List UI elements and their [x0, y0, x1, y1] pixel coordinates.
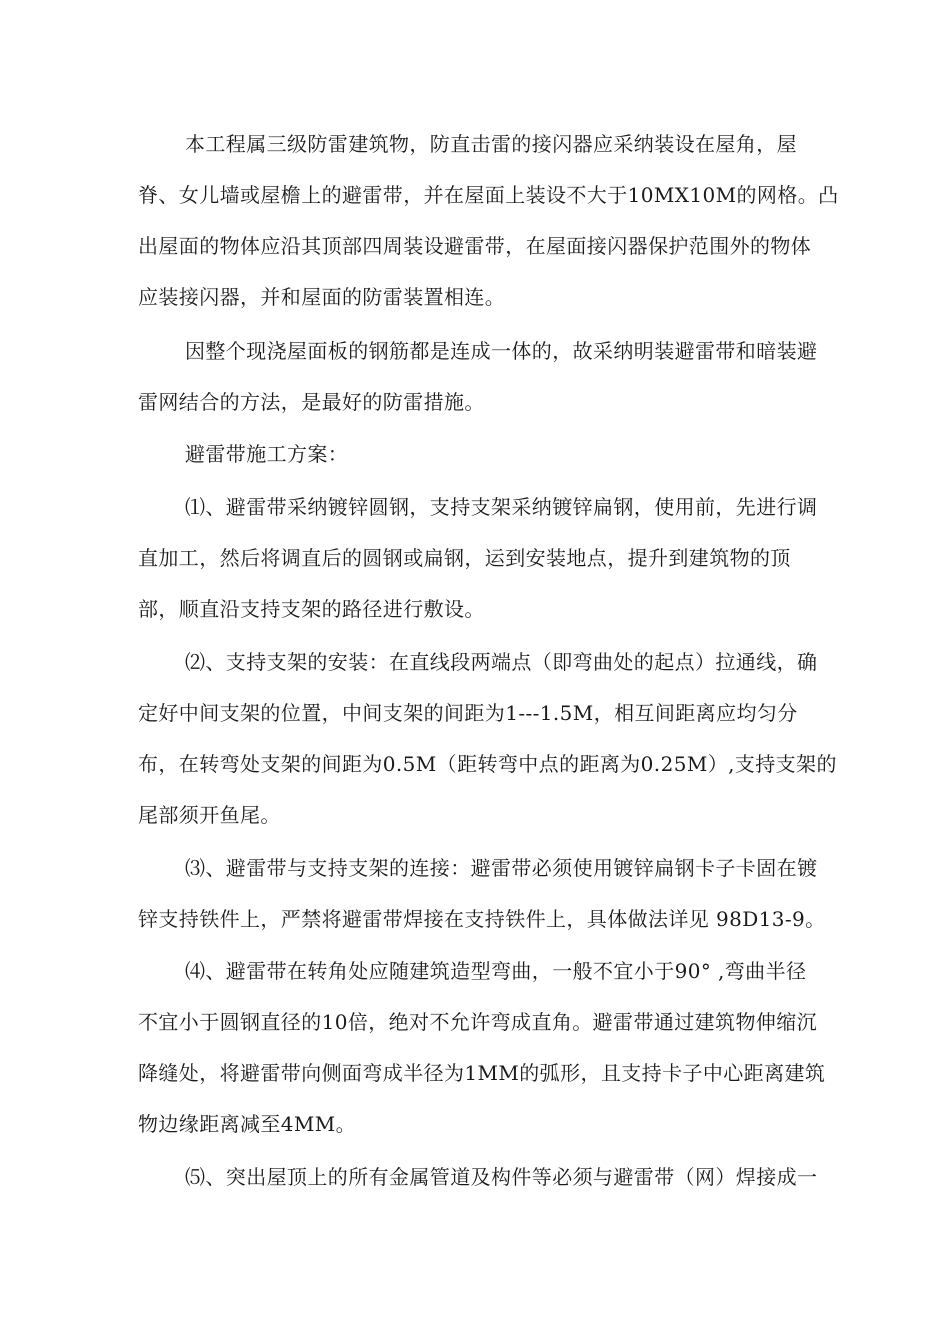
item-1-line-2: 直加工，然后将调直后的圆钢或扁钢，运到安装地点，提升到建筑物的顶 [138, 546, 791, 570]
item-2-line-4: 尾部须开鱼尾。 [138, 803, 281, 827]
paragraph-2-line-1: 因整个现浇屋面板的钢筋都是连成一体的，故采纳明装避雷带和暗装避 [185, 339, 818, 363]
item-4-line-4: 物边缘距离减至4MM。 [138, 1112, 357, 1136]
item-4-line-3: 降缝处，将避雷带向侧面弯成半径为1MM的弧形，且支持卡子中心距离建筑 [138, 1061, 826, 1085]
item-3-line-1: ⑶、避雷带与支持支架的连接：避雷带必须使用镀锌扁钢卡子卡固在镀 [185, 856, 818, 880]
item-4-line-1: ⑷、避雷带在转角处应随建筑造型弯曲，一般不宜小于90° ,弯曲半径 [185, 959, 807, 983]
paragraph-2-line-2: 雷网结合的方法，是最好的防雷措施。 [138, 390, 485, 414]
item-5-line-1: ⑸、突出屋顶上的所有金属管道及构件等必须与避雷带（网）焊接成一 [185, 1165, 818, 1189]
paragraph-1-line-3: 出屋面的物体应沿其顶部四周装设避雷带，在屋面接闪器保护范围外的物体 [138, 234, 812, 258]
paragraph-1-line-2: 脊、女儿墙或屋檐上的避雷带，并在屋面上装设不大于10MX10M的网格。凸 [138, 183, 839, 207]
paragraph-1-line-1: 本工程属三级防雷建筑物，防直击雷的接闪器应采纳装设在屋角，屋 [185, 132, 797, 156]
item-4-line-2: 不宜小于圆钢直径的10倍，绝对不允许弯成直角。避雷带通过建筑物伸缩沉 [138, 1010, 818, 1034]
paragraph-1-line-4: 应装接闪器，并和屋面的防雷装置相连。 [138, 285, 506, 309]
item-1-line-3: 部，顺直沿支持支架的路径进行敷设。 [138, 597, 485, 621]
item-2-line-2: 定好中间支架的位置，中间支架的间距为1---1.5M，相互间距离应均匀分 [138, 701, 798, 725]
section-heading: 避雷带施工方案： [185, 442, 349, 466]
item-2-line-3: 布，在转弯处支架的间距为0.5M（距转弯中点的距离为0.25M）,支持支架的 [138, 752, 837, 776]
item-2-line-1: ⑵、支持支架的安装：在直线段两端点（即弯曲处的起点）拉通线，确 [185, 650, 818, 674]
item-1-line-1: ⑴、避雷带采纳镀锌圆钢，支持支架采纳镀锌扁钢，使用前，先进行调 [185, 495, 818, 519]
item-3-line-2: 锌支持铁件上，严禁将避雷带焊接在支持铁件上，具体做法详见 98D13-9。 [138, 907, 826, 931]
